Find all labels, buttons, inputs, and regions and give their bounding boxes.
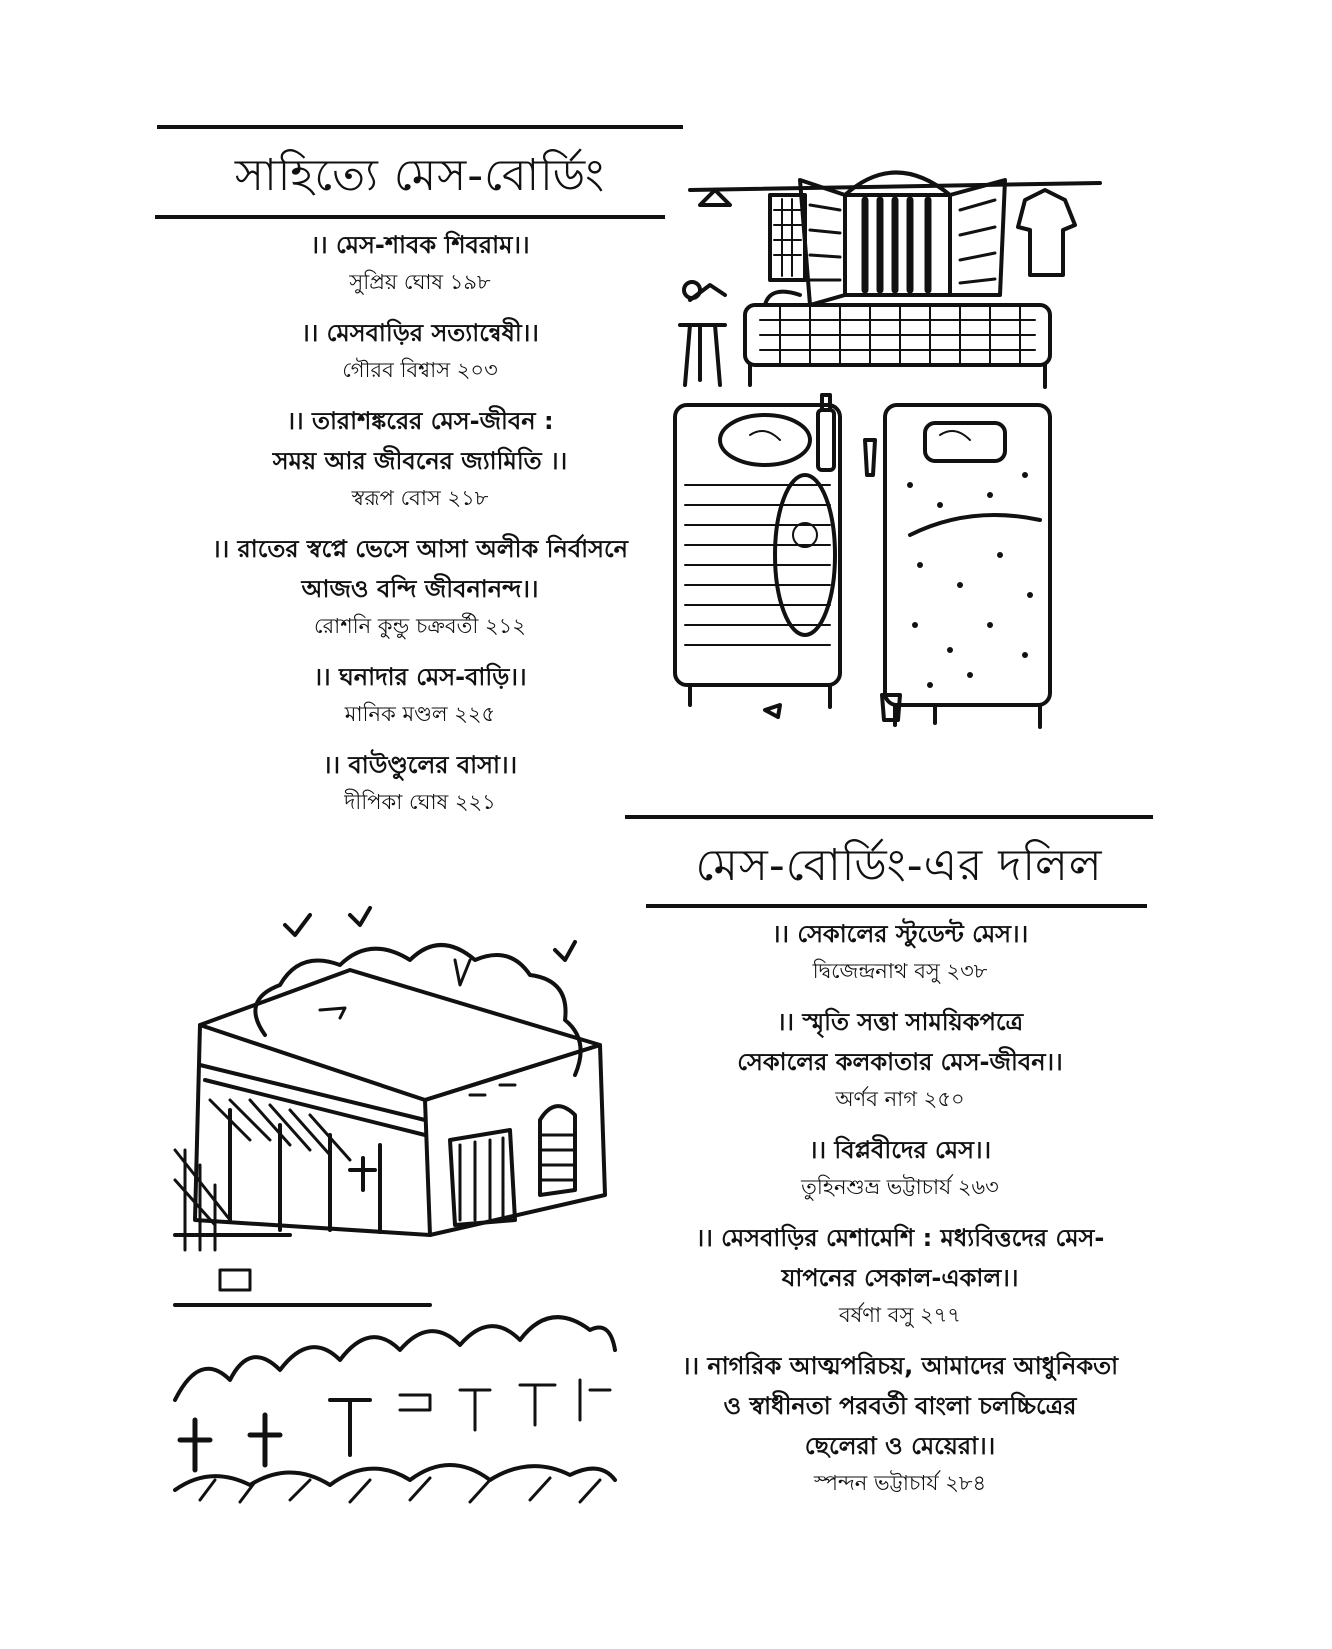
entry-author: বর্ষণা বসু ২৭৭ bbox=[839, 1303, 961, 1327]
entry-title: ।। তারাশঙ্করের মেস-জীবন : bbox=[286, 407, 554, 435]
entry-author: অর্ণব নাগ ২৫০ bbox=[835, 1087, 965, 1111]
entry-title-cont: যাপনের সেকাল-একাল।। bbox=[781, 1264, 1019, 1292]
entry-title: ।। ঘনাদার মেস-বাড়ি।। bbox=[313, 663, 527, 691]
section2-toc bbox=[640, 914, 1160, 1514]
toc-entry bbox=[130, 657, 710, 731]
section2-title: মেস-বোর্ডিং-এর দলিল bbox=[695, 840, 1103, 891]
entry-author: স্পন্দন ভট্টাচার্য ২৮৪ bbox=[813, 1471, 987, 1495]
section2-bottom-rule bbox=[646, 904, 1147, 908]
section1-bottom-rule bbox=[155, 215, 665, 219]
entry-title-cont: সময় আর জীবনের জ্যামিতি ।। bbox=[272, 447, 568, 475]
entry-author: গৌরব বিশ্বাস ২০৩ bbox=[342, 358, 498, 382]
mess-house-illustration bbox=[170, 890, 630, 1520]
entry-title-cont: ছেলেরা ও মেয়েরা।। bbox=[804, 1432, 996, 1460]
toc-entry bbox=[130, 401, 710, 515]
entry-title: ।। মেস-শাবক শিবরাম।। bbox=[310, 231, 530, 259]
toc-entry bbox=[640, 914, 1160, 988]
entry-title: ।। মেসবাড়ির মেশামেশি : মধ্যবিত্তদের মেস- bbox=[695, 1224, 1105, 1252]
section1-toc bbox=[130, 225, 710, 833]
entry-title: ।। বাউণ্ডুলের বাসা।। bbox=[322, 751, 518, 779]
toc-entry bbox=[640, 1346, 1160, 1500]
toc-entry bbox=[640, 1002, 1160, 1116]
entry-title: ।। সেকালের স্টুডেন্ট মেস।। bbox=[771, 920, 1029, 948]
entry-title: ।। নাগরিক আত্মপরিচয়, আমাদের আধুনিকতা bbox=[681, 1352, 1119, 1380]
toc-entry bbox=[130, 313, 710, 387]
mess-room-illustration bbox=[670, 155, 1120, 755]
entry-author: স্বরূপ বোস ২১৮ bbox=[351, 486, 489, 510]
section2-top-rule bbox=[625, 815, 1153, 819]
entry-title: ।। স্মৃতি সত্তা সাময়িকপত্রে bbox=[776, 1008, 1024, 1036]
entry-title: ।। রাতের স্বপ্নে ভেসে আসা অলীক নির্বাসনে bbox=[212, 535, 628, 563]
toc-entry bbox=[640, 1130, 1160, 1204]
entry-title-cont: সেকালের কলকাতার মেস-জীবন।। bbox=[737, 1048, 1063, 1076]
entry-author: রোশনি কুন্ডু চক্রবর্তী ২১২ bbox=[314, 614, 526, 638]
section1-top-rule bbox=[157, 125, 683, 129]
entry-title: ।। বিপ্লবীদের মেস।। bbox=[808, 1136, 992, 1164]
toc-entry bbox=[640, 1218, 1160, 1332]
toc-entry bbox=[130, 529, 710, 643]
section1-title: সাহিত্যে মেস-বোর্ডিং bbox=[234, 150, 606, 201]
toc-entry bbox=[130, 225, 710, 299]
entry-author: দীপিকা ঘোষ ২২১ bbox=[344, 790, 496, 814]
entry-author: তুহিনশুভ্র ভট্টাচার্য ২৬৩ bbox=[801, 1175, 999, 1199]
entry-author: সুপ্রিয় ঘোষ ১৯৮ bbox=[349, 270, 491, 294]
toc-entry bbox=[130, 745, 710, 819]
entry-title: ।। মেসবাড়ির সত্যান্বেষী।। bbox=[301, 319, 539, 347]
entry-author: দ্বিজেন্দ্রনাথ বসু ২৩৮ bbox=[812, 959, 988, 983]
entry-author: মানিক মণ্ডল ২২৫ bbox=[344, 702, 496, 726]
entry-title-cont: ও স্বাধীনতা পরবর্তী বাংলা চলচ্চিত্রের bbox=[723, 1392, 1077, 1420]
entry-title-cont: আজও বন্দি জীবনানন্দ।। bbox=[301, 575, 539, 603]
